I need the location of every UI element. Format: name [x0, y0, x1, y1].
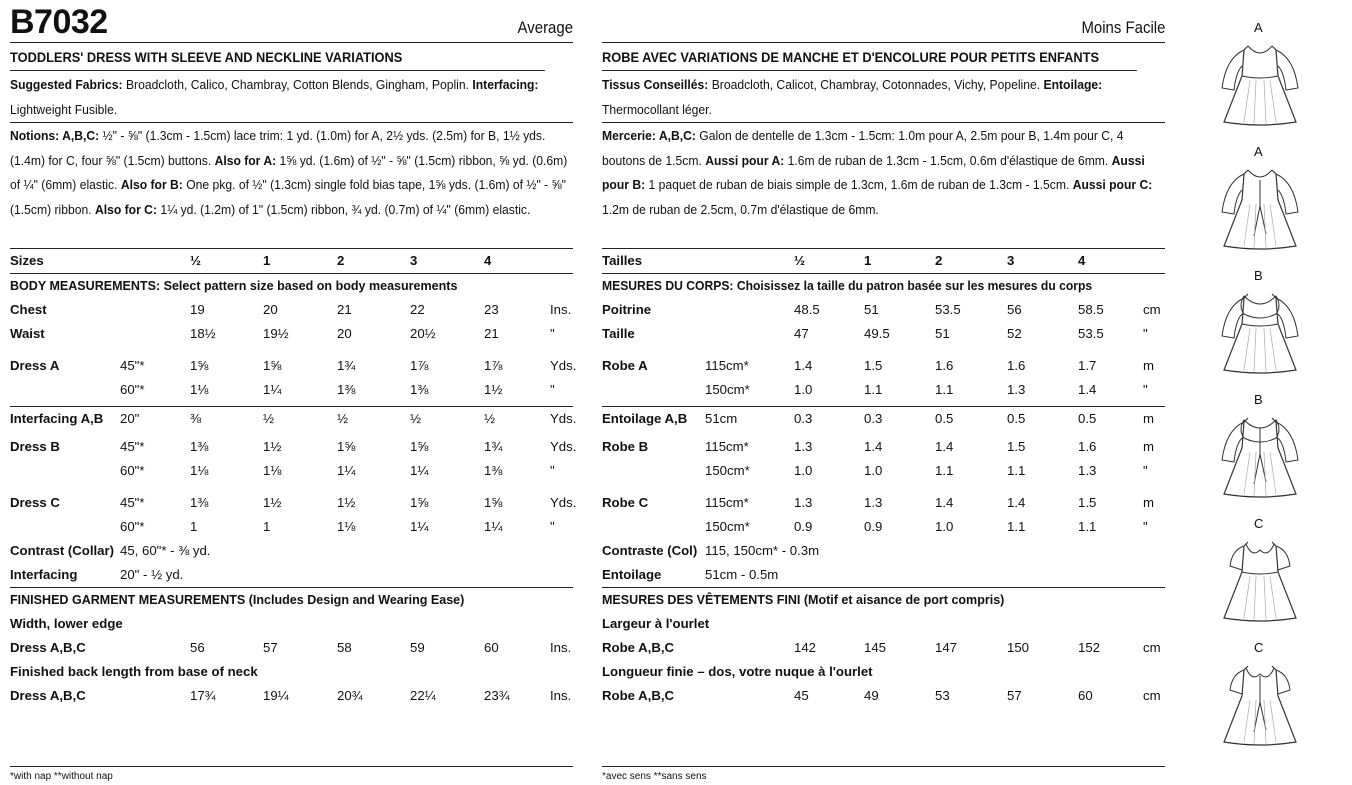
also-b-label: Aussi pour B:: [602, 152, 1145, 193]
table-cell: 1.0: [794, 463, 813, 478]
table-cell: 49: [864, 688, 879, 703]
table-cell: 1.5: [1078, 495, 1097, 510]
table-cell: 1.3: [1007, 382, 1026, 397]
row-label: Robe C: [602, 495, 649, 510]
row-label: Entoilage A,B: [602, 411, 688, 426]
sizes-row: [602, 249, 1165, 274]
table-cell: 60: [484, 640, 499, 655]
yardage-table: [10, 298, 577, 539]
table-cell: 1.4: [1078, 382, 1097, 397]
table-cell: 1⅛: [263, 463, 282, 478]
table-cell: 58: [337, 640, 352, 655]
sketch-c-front: [1200, 506, 1340, 630]
table-cell: 56: [190, 640, 205, 655]
table-cell: 19¼: [263, 688, 289, 703]
table-cell: 1.1: [1007, 463, 1026, 478]
table-cell: 49.5: [864, 326, 890, 341]
table-row: [602, 298, 1165, 322]
table-cell: 1¼: [263, 382, 282, 397]
header: [602, 0, 1165, 43]
unit-label: ": [550, 519, 555, 534]
footnote-fr: *avec sens **sans sens: [602, 766, 1165, 782]
sketch-b-back: [1200, 382, 1340, 506]
table-cell: 1¼: [484, 519, 503, 534]
fabric-width: 115cm*: [705, 358, 749, 373]
table-cell: 18½: [190, 326, 216, 341]
table-cell: 53.5: [1078, 326, 1104, 341]
table-cell: 20½: [410, 326, 436, 341]
table-cell: 22: [410, 302, 425, 317]
contrast-row: Contraste (Col) 115, 150cm* - 0.3m: [602, 543, 820, 558]
table-cell: 51: [935, 326, 950, 341]
interfacing-label: Interfacing:: [472, 77, 539, 92]
table-cell: 1⅝: [410, 495, 429, 510]
size-header: 1: [263, 253, 271, 268]
width-row: [602, 636, 1165, 660]
garment-sketches: [1200, 10, 1340, 754]
table-row: [10, 406, 577, 431]
fabric-width: 115cm*: [705, 439, 749, 454]
table-cell: 1.6: [935, 358, 954, 373]
also-a-label: Aussi pour A:: [705, 152, 785, 168]
also-b-label: Also for B:: [120, 177, 183, 193]
fabric-width: 150cm*: [705, 382, 750, 397]
sizes-label: Sizes: [10, 253, 44, 268]
also-b-text: 1 paquet de ruban de biais simple de 1.3cm, 1.6m de ruban de 1.3cm - 1.5cm.: [645, 177, 1073, 193]
table-cell: 1⅛: [190, 463, 209, 478]
dress-sketch-icon: [1214, 408, 1306, 500]
sketch-a-front: [1200, 10, 1340, 134]
fabrics-section: [602, 71, 1165, 123]
fabric-width: 45"*: [120, 495, 145, 510]
also-a-text: 1.6m de ruban de 1.3cm - 1.5cm, 0.6m d'élastique de 6mm.: [784, 152, 1112, 168]
size-header: ½: [794, 253, 805, 268]
finished-heading: MESURES DES VÊTEMENTS FINI (Motif et aisance de port compris): [602, 587, 1165, 612]
table-cell: 58.5: [1078, 302, 1104, 317]
table-row: [602, 378, 1165, 402]
table-cell: 0.5: [1078, 411, 1097, 426]
unit-label: ": [1143, 382, 1148, 397]
table-cell: 1.5: [864, 358, 883, 373]
dress-sketch-icon: [1214, 656, 1306, 748]
table-row: [602, 435, 1165, 459]
table-row: [602, 322, 1165, 346]
table-cell: 51: [864, 302, 879, 317]
table-cell: 1¾: [337, 358, 356, 373]
also-c-text: 1.2m de ruban de 2.5cm, 0.7m d'élastique de 6mm.: [602, 201, 879, 217]
view-letter: B: [1254, 268, 1263, 283]
table-cell: 0.3: [864, 411, 883, 426]
dress-sketch-icon: [1214, 36, 1306, 128]
also-a-text: 1⅝ yd. (1.6m) of ½" - ⅝" (1.5cm) ribbon, ⅝ yd. (0.6m) of ¼" (6mm) elastic.: [10, 152, 568, 193]
size-header: 1: [864, 253, 872, 268]
table-cell: 1.0: [864, 463, 883, 478]
table-cell: 59: [410, 640, 425, 655]
table-cell: 1.3: [794, 439, 813, 454]
french-column: [602, 0, 1165, 708]
table-cell: 19½: [263, 326, 289, 341]
table-cell: 1½: [337, 495, 356, 510]
dress-sketch-icon: [1214, 160, 1306, 252]
table-row: [10, 354, 577, 378]
table-cell: 1⅜: [484, 463, 503, 478]
table-cell: 1.5: [1007, 439, 1026, 454]
body-heading: BODY MEASUREMENTS: Select pattern size based on body measurements: [10, 278, 458, 293]
table-cell: 1⅜: [337, 382, 356, 397]
width-row: [10, 636, 573, 660]
view-letter: C: [1254, 516, 1264, 531]
notions-label: Mercerie: A,B,C:: [602, 128, 696, 143]
table-row: [10, 322, 573, 346]
fabric-width: 150cm*: [705, 519, 750, 534]
table-cell: 0.9: [864, 519, 883, 534]
table-cell: 1½: [263, 495, 282, 510]
table-cell: 1⅜: [190, 439, 209, 454]
contrast-row: Contrast (Collar) 45, 60"* - ⅜ yd.: [10, 543, 211, 558]
unit-label: cm: [1143, 302, 1161, 317]
fabrics-label: Tissus Conseillés:: [602, 77, 709, 92]
table-row: [10, 298, 573, 322]
table-cell: 1⅞: [410, 358, 429, 373]
also-c-label: Aussi pour C:: [1072, 177, 1153, 193]
sketch-b-front: [1200, 258, 1340, 382]
table-cell: 20¾: [337, 688, 363, 703]
row-label: Poitrine: [602, 302, 652, 317]
notions-label: Notions: A,B,C:: [10, 128, 100, 143]
view-letter: A: [1254, 144, 1263, 159]
unit-label: Ins.: [550, 640, 572, 655]
unit-label: ": [1143, 463, 1148, 478]
row-label: Dress C: [10, 495, 60, 510]
table-row: [602, 491, 1165, 515]
table-cell: 17¾: [190, 688, 216, 703]
size-header: 4: [484, 253, 492, 268]
table-cell: 1⅜: [410, 382, 429, 397]
row-label: Robe B: [602, 439, 649, 454]
table-cell: 1: [263, 519, 271, 534]
table-cell: 145: [864, 640, 887, 655]
sketch-a-back: [1200, 134, 1340, 258]
table-row: [10, 491, 577, 515]
unit-label: m: [1143, 411, 1154, 426]
pattern-title: ROBE AVEC VARIATIONS DE MANCHE ET D'ENCOLURE POUR PETITS ENFANTS: [602, 43, 1137, 71]
fabric-width: 115cm*: [705, 495, 749, 510]
sizes-label: Tailles: [602, 253, 643, 268]
fabric-width: 60"*: [120, 463, 145, 478]
interfacing-text: Thermocollant léger.: [602, 102, 712, 117]
table-cell: 53: [935, 688, 950, 703]
table-cell: 1⅛: [337, 519, 356, 534]
fabric-width: 45"*: [120, 439, 145, 454]
table-cell: 56: [1007, 302, 1022, 317]
fabric-width: 20": [120, 411, 140, 426]
table-cell: 1.1: [935, 382, 954, 397]
row-label: Robe A,B,C: [602, 640, 675, 655]
table-cell: 150: [1007, 640, 1030, 655]
fabric-width: 60"*: [120, 519, 145, 534]
table-cell: 20: [337, 326, 352, 341]
table-cell: 48.5: [794, 302, 820, 317]
fabrics-section: [10, 71, 573, 123]
size-header: 2: [935, 253, 943, 268]
table-cell: 1½: [263, 439, 282, 454]
table-cell: 1¼: [410, 463, 429, 478]
table-cell: 0.3: [794, 411, 813, 426]
fabric-width: 45"*: [120, 358, 145, 373]
size-header: 4: [1078, 253, 1086, 268]
also-c-label: Also for C:: [94, 201, 157, 217]
row-label: Taille: [602, 326, 635, 341]
yardage-table: [602, 298, 1165, 539]
notions-section: [602, 123, 1165, 249]
table-cell: ½: [263, 411, 274, 426]
unit-label: Ins.: [550, 688, 572, 703]
pattern-code: B7032: [10, 3, 108, 41]
table-cell: 60: [1078, 688, 1093, 703]
view-letter: A: [1254, 20, 1263, 35]
table-cell: 0.5: [1007, 411, 1026, 426]
notions-text: Galon de dentelle de 1.3cm - 1.5cm: 1.0m pour A, 2.5m pour B, 1.4m pour C, 4 boutons de 1.5cm.: [602, 128, 1124, 168]
table-cell: 21: [484, 326, 499, 341]
table-row: [602, 459, 1165, 483]
size-header: 3: [1007, 253, 1015, 268]
table-cell: 1.4: [864, 439, 883, 454]
unit-label: m: [1143, 358, 1154, 373]
table-cell: 1.1: [1078, 519, 1097, 534]
view-letter: B: [1254, 392, 1263, 407]
fabric-width: 150cm*: [705, 463, 750, 478]
unit-label: ": [550, 326, 555, 341]
fabrics-text: Broadcloth, Calico, Chambray, Cotton Blends, Gingham, Poplin.: [122, 77, 473, 92]
table-row: [602, 354, 1165, 378]
table-cell: 57: [263, 640, 278, 655]
table-cell: 1⅞: [484, 358, 503, 373]
table-row: [10, 459, 573, 483]
footnote-en: *with nap **without nap: [10, 766, 573, 782]
fabric-width: 60"*: [120, 382, 145, 397]
unit-label: Yds.: [550, 411, 577, 426]
also-c-text: 1¼ yd. (1.2m) of 1" (1.5cm) ribbon, ¾ yd. (0.7m) of ¼" (6mm) elastic.: [156, 201, 531, 217]
notions-section: [10, 123, 573, 249]
fabrics-text: Broadcloth, Calicot, Chambray, Cotonnades, Vichy, Popeline.: [708, 77, 1044, 92]
unit-label: cm: [1143, 688, 1161, 703]
table-cell: 23¾: [484, 688, 510, 703]
notions-text: ½" - ⅝" (1.3cm - 1.5cm) lace trim: 1 yd. (1.0m) for A, 2½ yds. (2.5m) for B, 1½ yds. (1.4m) for C, four ⅝" (1.5cm) buttons.: [10, 128, 546, 168]
unit-label: m: [1143, 439, 1154, 454]
table-cell: 1.4: [935, 439, 954, 454]
table-cell: 1¾: [484, 439, 503, 454]
table-cell: 1⅝: [410, 439, 429, 454]
table-cell: 1.4: [935, 495, 954, 510]
table-cell: 1: [190, 519, 198, 534]
table-cell: 1⅛: [190, 382, 209, 397]
difficulty-label: Average: [517, 18, 573, 37]
table-row: [10, 515, 573, 539]
unit-label: Yds.: [550, 439, 577, 454]
table-cell: 0.9: [794, 519, 813, 534]
table-cell: 1⅝: [337, 439, 356, 454]
length-row: [602, 684, 1165, 708]
table-cell: 1.1: [1007, 519, 1026, 534]
interfacing-label: Entoilage:: [1043, 77, 1103, 92]
unit-label: Ins.: [550, 302, 572, 317]
table-cell: 1½: [484, 382, 503, 397]
finished-heading: FINISHED GARMENT MEASUREMENTS (Includes Design and Wearing Ease): [10, 587, 573, 612]
also-b-text: One pkg. of ½" (1.3cm) single fold bias tape, 1⅝ yds. (1.6m) of ½" - ⅝" (1.5cm) ribbon.: [10, 177, 566, 217]
table-cell: 147: [935, 640, 958, 655]
unit-label: ": [550, 463, 555, 478]
table-cell: 20: [263, 302, 278, 317]
also-a-label: Also for A:: [214, 152, 277, 168]
interfacing-row: Entoilage 51cm - 0.5m: [602, 567, 779, 582]
size-header: 3: [410, 253, 418, 268]
row-label: Waist: [10, 326, 45, 341]
table-cell: 1⅝: [190, 358, 209, 373]
table-cell: 53.5: [935, 302, 961, 317]
length-label: Longueur finie – dos, votre nuque à l'ourlet: [602, 664, 873, 679]
width-label: Largeur à l'ourlet: [602, 616, 710, 631]
table-cell: 1.3: [864, 495, 883, 510]
sizes-row: [10, 249, 573, 274]
body-heading: MESURES DU CORPS: Choisissez la taille du patron basée sur les mesures du corps: [602, 278, 1093, 293]
table-cell: 1.1: [864, 382, 883, 397]
table-cell: 1.3: [794, 495, 813, 510]
view-letter: C: [1254, 640, 1264, 655]
fabric-width: 51cm: [705, 411, 738, 426]
row-label: Interfacing A,B: [10, 411, 104, 426]
table-cell: 57: [1007, 688, 1022, 703]
table-cell: 47: [794, 326, 809, 341]
table-cell: 1.6: [1007, 358, 1026, 373]
table-cell: 1.7: [1078, 358, 1097, 373]
table-cell: 1¼: [337, 463, 356, 478]
unit-label: m: [1143, 495, 1154, 510]
table-cell: 23: [484, 302, 499, 317]
table-cell: 1.0: [794, 382, 813, 397]
table-cell: ½: [484, 411, 495, 426]
table-cell: 1¼: [410, 519, 429, 534]
row-label: Dress B: [10, 439, 60, 454]
table-cell: 1.3: [1078, 463, 1097, 478]
table-cell: 1.0: [935, 519, 954, 534]
interfacing-row: Interfacing 20" - ½ yd.: [10, 567, 184, 582]
row-label: Robe A: [602, 358, 648, 373]
table-cell: 0.5: [935, 411, 954, 426]
size-header: 2: [337, 253, 345, 268]
row-label: Dress A,B,C: [10, 688, 86, 703]
interfacing-text: Lightweight Fusible.: [10, 102, 118, 117]
unit-label: Yds.: [550, 358, 577, 373]
table-row: [602, 406, 1165, 431]
table-cell: 22¼: [410, 688, 436, 703]
row-label: Chest: [10, 302, 47, 317]
table-cell: 1.1: [935, 463, 954, 478]
unit-label: ": [1143, 519, 1148, 534]
row-label: Dress A,B,C: [10, 640, 86, 655]
length-label: Finished back length from base of neck: [10, 664, 258, 679]
width-label: Width, lower edge: [10, 616, 123, 631]
table-cell: 1⅝: [484, 495, 503, 510]
dress-sketch-icon: [1214, 532, 1306, 624]
table-cell: ½: [410, 411, 421, 426]
row-label: Dress A: [10, 358, 60, 373]
difficulty-label: Moins Facile: [1081, 18, 1165, 37]
row-label: Robe A,B,C: [602, 688, 675, 703]
table-cell: 1.6: [1078, 439, 1097, 454]
table-row: [602, 515, 1165, 539]
table-row: [10, 435, 577, 459]
table-cell: 152: [1078, 640, 1101, 655]
table-cell: 1.4: [1007, 495, 1026, 510]
unit-label: cm: [1143, 640, 1161, 655]
table-cell: ½: [337, 411, 348, 426]
table-cell: 45: [794, 688, 809, 703]
length-row: [10, 684, 573, 708]
size-header: ½: [190, 253, 201, 268]
table-row: [10, 378, 573, 402]
english-column: [10, 0, 577, 708]
dress-sketch-icon: [1214, 284, 1306, 376]
sketch-c-back: [1200, 630, 1340, 754]
table-cell: 1⅜: [190, 495, 209, 510]
table-cell: 21: [337, 302, 352, 317]
unit-label: ": [1143, 326, 1148, 341]
header: [10, 0, 573, 43]
table-cell: 142: [794, 640, 817, 655]
unit-label: ": [550, 382, 555, 397]
fabrics-label: Suggested Fabrics:: [10, 77, 123, 92]
table-cell: ⅜: [190, 411, 201, 426]
table-cell: 52: [1007, 326, 1022, 341]
table-cell: 1.4: [794, 358, 813, 373]
unit-label: Yds.: [550, 495, 577, 510]
table-cell: 19: [190, 302, 205, 317]
pattern-title: TODDLERS' DRESS WITH SLEEVE AND NECKLINE VARIATIONS: [10, 43, 545, 71]
table-cell: 1⅝: [263, 358, 282, 373]
